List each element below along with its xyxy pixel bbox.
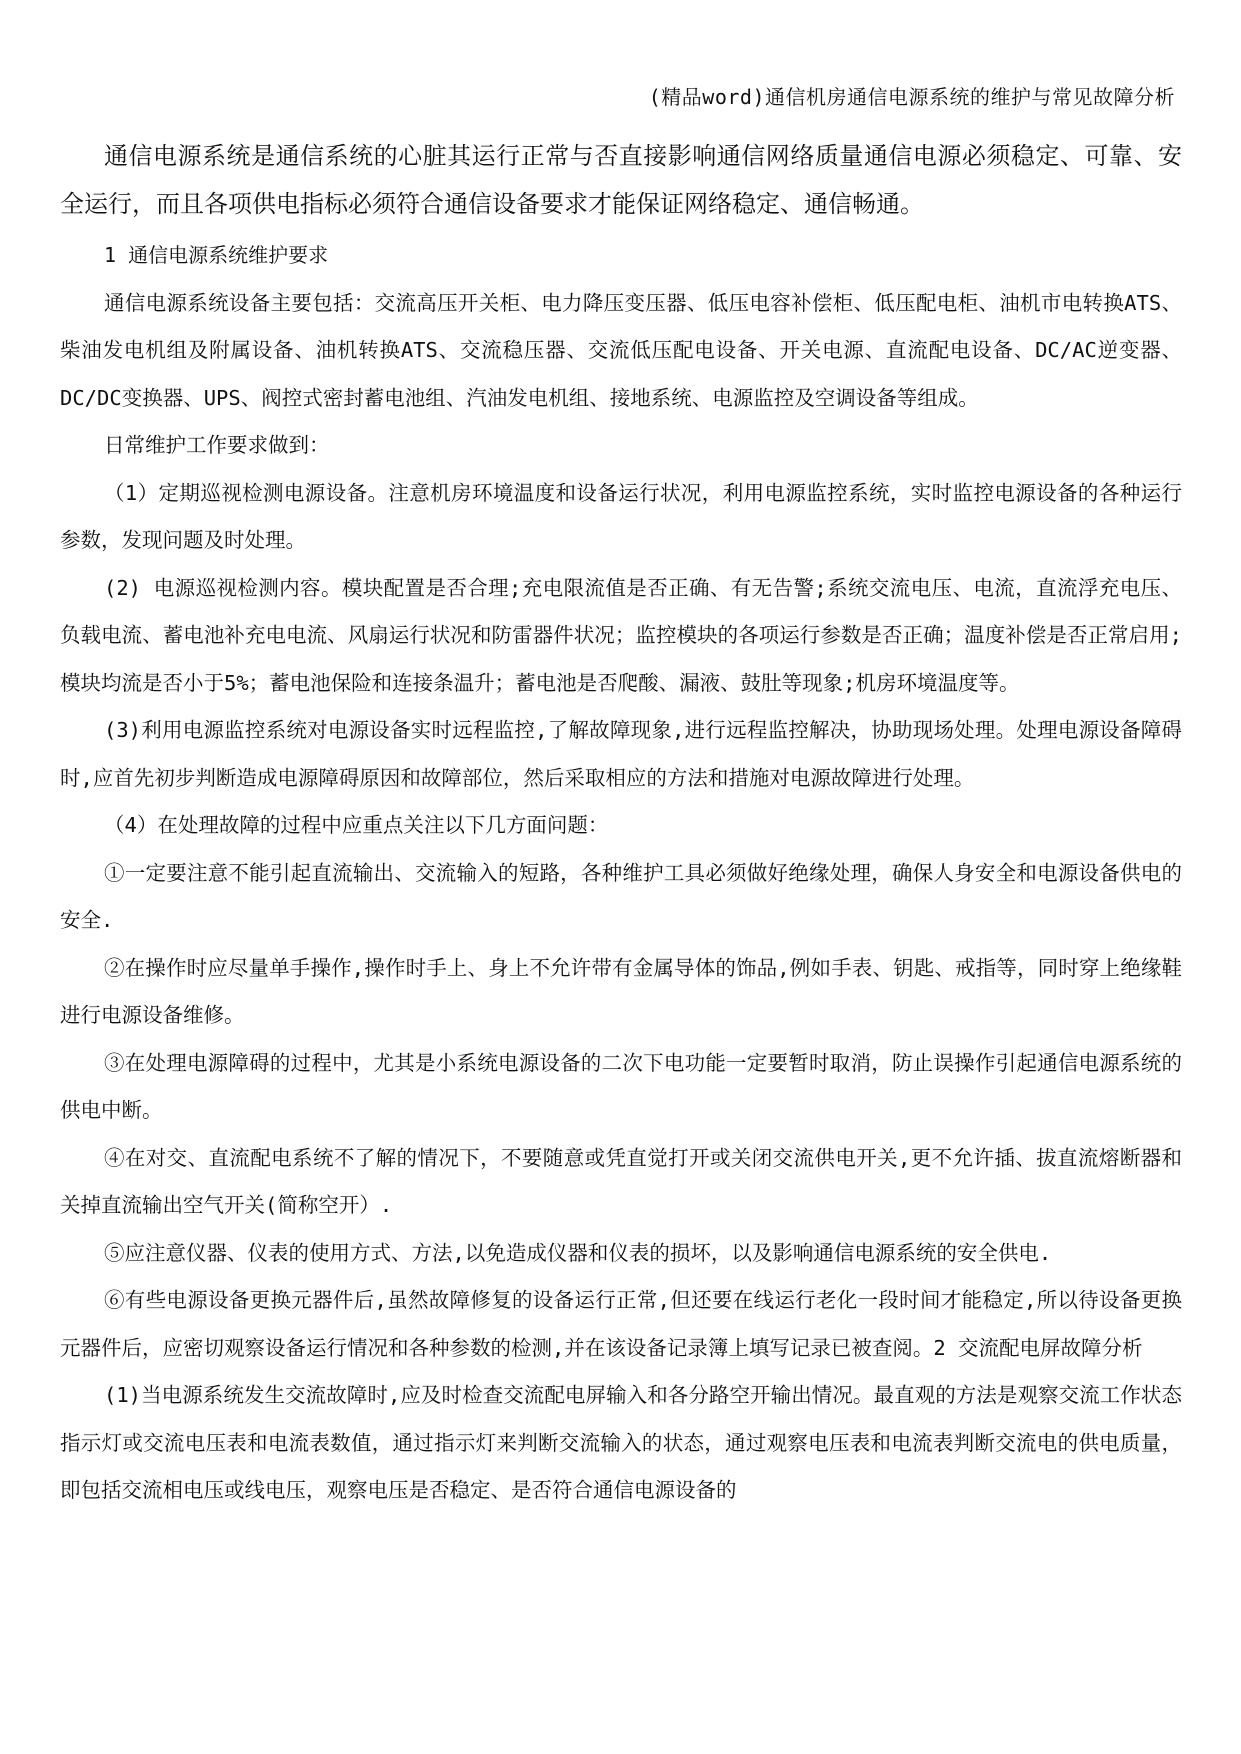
paragraph-point-5: ⑤应注意仪器、仪表的使用方式、方法,以免造成仪器和仪表的损坏，以及影响通信电源系统的安全供电. xyxy=(104,1240,1052,1265)
paragraph-point-4: ④在对交、直流配电系统不了解的情况下，不要随意或凭直觉打开或关闭交流供电开关,更不允许插、拔直流熔断器和关掉直流输出空气开关(简称空开）. xyxy=(60,1145,1182,1217)
document-body xyxy=(60,132,1182,1515)
intro-paragraph: 通信电源系统是通信系统的心脏其运行正常与否直接影响通信网络质量通信电源必须稳定、可靠、安全运行，而且各项供电指标必须符合通信设备要求才能保证网络稳定、通信畅通。 xyxy=(60,142,1182,218)
paragraph-point-6: ⑥有些电源设备更换元器件后,虽然故障修复的设备运行正常,但还要在线运行老化一段时间才能稳定,所以待设备更换元器件后，应密切观察设备运行情况和各种参数的检测,并在该设备记录簿上填写记录已被查阅。2 交流配电屏故障分析 xyxy=(60,1288,1182,1360)
paragraph-daily-requirements: 日常维护工作要求做到： xyxy=(104,433,330,457)
paragraph-item-2: (2) 电源巡视检测内容。模块配置是否合理;充电限流值是否正确、有无告警;系统交流电压、电流，直流浮充电压、负载电流、蓄电池补充电电流、风扇运行状况和防雷器件状况；监控模块的各项运行参数是否正确；温度补偿是否正常启用;模块均流是否小于5%；蓄电池保险和连接条温升；蓄电池是否爬酸、漏液、鼓肚等现象;机房环境温度等。 xyxy=(60,575,1182,695)
paragraph-item-4: （4）在处理故障的过程中应重点关注以下几方面问题： xyxy=(104,813,609,837)
paragraph-equipment-list: 通信电源系统设备主要包括：交流高压开关柜、电力降压变压器、低压电容补偿柜、低压配电柜、油机市电转换ATS、柴油发电机组及附属设备、油机转换ATS、交流稳压器、交流低压配电设备、开关电源、直流配电设备、DC/AC逆变器、DC/DC变换器、UPS、阀控式密封蓄电池组、汽油发电机组、接地系统、电源监控及空调设备等组成。 xyxy=(60,290,1182,410)
paragraph-item-1: （1）定期巡视检测电源设备。注意机房环境温度和设备运行状况，利用电源监控系统，实时监控电源设备的各种运行参数，发现问题及时处理。 xyxy=(60,480,1182,552)
page-header: (精品word)通信机房通信电源系统的维护与常见故障分析 xyxy=(648,85,1175,109)
paragraph-point-3: ③在处理电源障碍的过程中，尤其是小系统电源设备的二次下电功能一定要暂时取消，防止误操作引起通信电源系统的供电中断。 xyxy=(60,1050,1182,1122)
section-heading-maintenance: 1 通信电源系统维护要求 xyxy=(104,243,329,267)
paragraph-point-2: ②在操作时应尽量单手操作,操作时手上、身上不允许带有金属导体的饰品,例如手表、钥匙、戒指等，同时穿上绝缘鞋进行电源设备维修。 xyxy=(60,955,1182,1027)
paragraph-item-3: (3)利用电源监控系统对电源设备实时远程监控,了解故障现象,进行远程监控解决，协助现场处理。处理电源设备障碍时,应首先初步判断造成电源障碍原因和故障部位，然后采取相应的方法和措施对电源故障进行处理。 xyxy=(60,718,1182,790)
paragraph-point-1: ①一定要注意不能引起直流输出、交流输入的短路，各种维护工具必须做好绝缘处理，确保人身安全和电源设备供电的安全. xyxy=(60,860,1182,932)
paragraph-ac-fault-1: (1)当电源系统发生交流故障时,应及时检查交流配电屏输入和各分路空开输出情况。最直观的方法是观察交流工作状态指示灯或交流电压表和电流表数值，通过指示灯来判断交流输入的状态，通过观察电压表和电流表判断交流电的供电质量，即包括交流相电压或线电压，观察电压是否稳定、是否符合通信电源设备的 xyxy=(60,1383,1182,1502)
